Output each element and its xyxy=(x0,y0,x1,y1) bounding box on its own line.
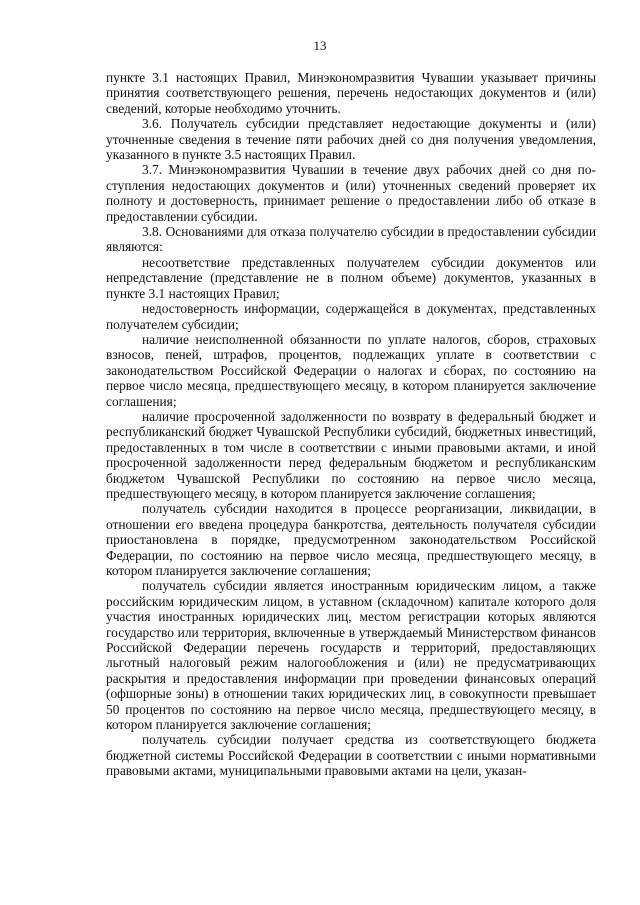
refusal-ground-other-funds: получатель субсидии получает средства из соответствующего бюджета бюджетной системы Российской Федерации в соответствии с иными нормативными правовыми актами, муниципальными правовыми актами на цели, указан- xyxy=(106,732,596,779)
paragraph-continuation: пункте 3.1 настоящих Правил, Минэкономразвития Чувашии указывает причины принятия соответствующего решения, перечень недостающих документов и (или) сведений, которые необходимо уточнить. xyxy=(106,70,596,116)
refusal-ground-reorganization: получатель субсидии находится в процессе реорганизации, ликвидации, в отношении его введена процедура банкротства, деятельность получателя субсидии приостановлена в порядке, предусмотренном законодательством Российской Федерации, по состоянию на первое число месяца, предшествующего месяцу, в котором планируется заключение соглашения; xyxy=(106,501,596,578)
paragraph-3-7: 3.7. Минэкономразвития Чувашии в течение двух рабочих дней со дня поступления недостающих документов и (или) уточненных сведений проверяет их полноту и достоверность, принимает решение о предоставлении либо об отказе в предоставлении субсидии. xyxy=(106,162,596,224)
document-body xyxy=(106,70,596,779)
refusal-ground-overdue-debt: наличие просроченной задолженности по возврату в федеральный бюджет и республиканский бюджет Чувашской Республики субсидий, бюджетных инвестиций, предоставленных в том числе в соответствии с иными правовыми актами, и иной просроченной задолженности перед федеральным бюджетом и республиканским бюджетом Чувашской Республики по состоянию на первое число месяца, предшествующего месяцу, в котором планируется заключение соглашения; xyxy=(106,408,596,501)
refusal-ground-foreign-entity: получатель субсидии является иностранным юридическим лицом, а также российским юридическим лицом, в уставном (складочном) капитале которого доля участия иностранных юридических лиц, местом регистрации которых являются государство или территория, включенные в утверждаемый Министерством финансов Российской Федерации перечень государств и территорий, предоставляющих льготный налоговый режим налогообложения и (или) не предусматривающих раскрытия и предоставления информации при проведении финансовых операций (офшорные зоны) в отношении таких юридических лиц, в совокупности превышает 50 процентов по состоянию на первое число месяца, предшествующего месяцу, в котором планируется заключение соглашения; xyxy=(106,578,596,733)
refusal-ground-inaccuracy: недостоверность информации, содержащейся в документах, представленных получателем субсидии; xyxy=(106,301,596,332)
refusal-ground-documents: несоответствие представленных получателем субсидии документов или непредставление (представление не в полном объеме) документов, указанных в пункте 3.1 настоящих Правил; xyxy=(106,254,596,301)
paragraph-3-8: 3.8. Основаниями для отказа получателю субсидии в предоставлении субсидии являются: xyxy=(106,224,596,255)
refusal-ground-tax-debt: наличие неисполненной обязанности по уплате налогов, сборов, страховых взносов, пеней, штрафов, процентов, подлежащих уплате в соответствии с законодательством Российской Федерации о налогах и сборах, по состоянию на первое число месяца, предшествующего месяцу, в котором планируется заключение соглашения; xyxy=(106,331,596,409)
paragraph-3-6: 3.6. Получатель субсидии представляет недостающие документы и (или) уточненные сведения в течение пяти рабочих дней со дня получения уведомления, указанного в пункте 3.5 настоящих Правил. xyxy=(106,116,596,163)
page-number: 13 xyxy=(313,38,327,53)
